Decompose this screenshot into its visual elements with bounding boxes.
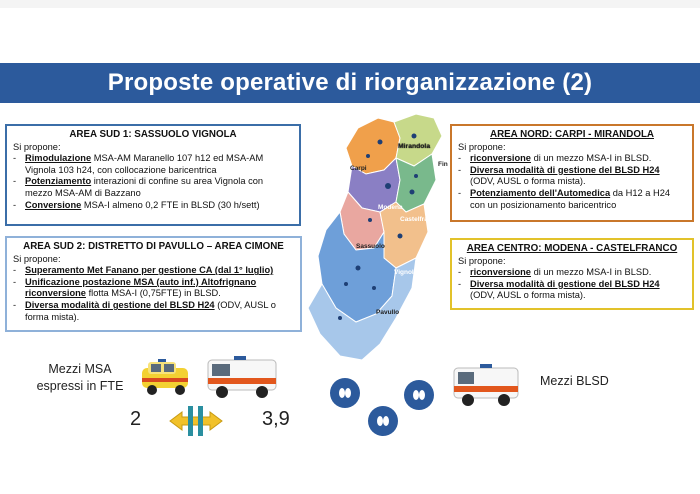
item-bold: Diversa modalità di gestione del BLSD H24 [470,164,660,175]
list-item [13,300,294,323]
item-bold: riconversione [470,267,531,278]
msa-label: Mezzi MSA espressi in FTE [36,362,124,393]
area-nord-title: AREA NORD: CARPI - MIRANDOLA [490,129,654,140]
item-text: di un mezzo MSA-I in BLSD. [530,153,652,164]
list-item [458,279,686,302]
list-item [458,267,686,279]
item-bold: Conversione [25,199,82,210]
map-label-castelfranco: Castelfranco E. [400,216,448,223]
value-left: 2 [130,408,142,430]
value-right: 3,9 [262,408,290,430]
map-label-carpi: Carpi [350,165,367,172]
map-label-modena: Modena [378,204,403,211]
item-bold: Unificazione postazione MSA (auto inf.) Altofrignano riconversione [25,276,257,299]
blsd-label: Mezzi BLSD [540,374,609,388]
item-bold: Superamento Met Fanano per gestione CA (dal 1° luglio) [25,265,274,276]
item-text: (ODV, AUSL o forma mista). [470,290,586,301]
list-item [458,153,686,165]
item-text: MSA-I almeno 0,2 FTE in BLSD (30 h/sett) [81,199,260,210]
slide-title: Proposte operative di riorganizzazione (2) [107,69,593,96]
item-text: di un mezzo MSA-I in BLSD. [530,267,652,278]
area-centro-box [450,238,694,310]
list-item [13,176,293,199]
title-bar [0,63,700,103]
list-item [458,165,686,188]
list-item [13,200,293,212]
item-bold: Diversa modalità di gestione del BLSD H24 [470,278,660,289]
msa-car-image [136,356,194,398]
area-centro-title: AREA CENTRO: MODENA - CASTELFRANCO [466,243,678,254]
area-sud2-list [13,265,294,323]
area-centro-intro: Si propone: [458,255,506,266]
area-sud1-box [5,124,301,226]
item-bold: riconversione [470,153,531,164]
footsteps-icon [330,378,360,408]
map-label-vignola: Vignola [394,269,418,276]
item-bold: Potenziamento dell'Automedica [470,187,611,198]
area-nord-list [458,153,686,211]
area-sud2-title: AREA SUD 2: DISTRETTO DI PAVULLO – AREA CIMONE [23,241,284,252]
list-item [13,277,294,300]
top-strip [0,0,700,8]
area-centro-list [458,267,686,302]
area-sud1-title: AREA SUD 1: SASSUOLO VIGNOLA [69,129,237,140]
map-label-finale: Fin [438,161,448,168]
msa-ambulance-image [204,352,280,400]
item-text: (ODV, AUSL o forma mista). [470,176,586,187]
blsd-ambulance-image [450,360,522,408]
item-text: flotta MSA-I (0,75FTE) in BLSD. [85,288,221,299]
map-region-nord-east [394,114,442,166]
item-text: interazioni di confine su area Vignola con mezzo MSA-AM di Bazzano [25,176,264,198]
area-sud2-box [5,236,302,332]
province-map-svg [296,108,458,378]
area-nord-box [450,124,694,222]
exchange-arrows-icon [168,404,224,438]
province-map [296,108,458,378]
list-item [13,153,293,176]
area-sud1-intro: Si propone: [13,141,61,152]
footsteps-icon [368,406,398,436]
footsteps-icon [404,380,434,410]
area-nord-intro: Si propone: [458,141,506,152]
list-item [13,265,294,277]
map-label-sassuolo: Sassuolo [356,243,385,250]
list-item [458,188,686,211]
map-label-mirandola: Mirandola [398,143,431,150]
map-label-pavullo: Pavullo [376,309,400,316]
area-sud1-list [13,153,293,211]
item-bold: Potenziamento [25,176,92,187]
item-bold: Rimodulazione [25,153,92,164]
item-text: da H12 a H24 con un posizionamento baricentrico [470,187,671,210]
area-sud2-intro: Si propone: [13,253,61,264]
item-text: MSA-AM Maranello 107 h12 ed MSA-AM Vignola 103 h24, con collocazione baricentrica [25,153,264,175]
item-bold: Diversa modalità di gestione del BLSD H24 [25,299,215,310]
item-text: (ODV, AUSL o forma mista). [25,299,276,322]
map-region-sud1-east [380,202,428,268]
